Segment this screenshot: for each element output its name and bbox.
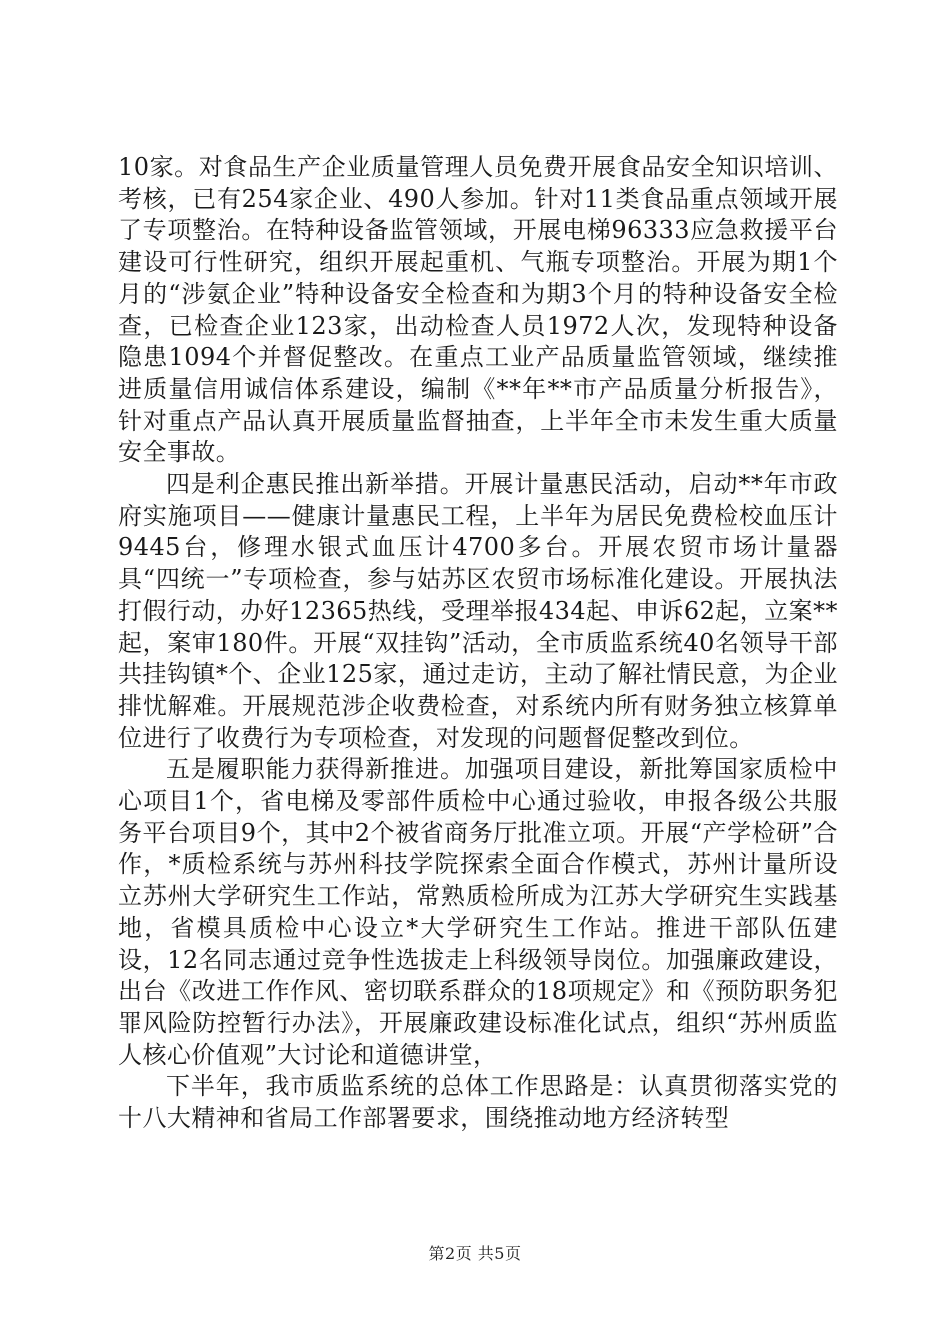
page-number-footer: 第2页 共5页 bbox=[428, 1244, 522, 1263]
paragraph-food-and-equipment-safety: 10家。对食品生产企业质量管理人员免费开展食品安全知识培训、考核，已有254家企业、490人参加。针对11类食品重点领域开展了专项整治。在特种设备监管领域，开展电梯96333应急救援平台建设可行性研究，组织开展起重机、气瓶专项整治。开展为期1个月的“涉氨企业”特种设备安全检查和为期3个月的特种设备安全检查，已检查企业123家，出动检查人员1972人次，发现特种设备隐患1094个并督促整改。在重点工业产品质量监管领域，继续推进质量信用诚信体系建设，编制《**年**市产品质量分析报告》，针对重点产品认真开展质量监督抽查，上半年全市未发生重大质量安全事故。 bbox=[118, 153, 838, 467]
paragraph-benefit-enterprises-and-people: 四是利企惠民推出新举措。开展计量惠民活动，启动**年市政府实施项目——健康计量惠民工程，上半年为居民免费检校血压计9445台，修理水银式血压计4700多台。开展农贸市场计量器具“四统一”专项检查，参与姑苏区农贸市场标准化建设。开展执法打假行动，办好12365热线，受理举报434起、申诉62起，立案**起，案审180件。开展“双挂钩”活动，全市质监系统40名领导干部共挂钩镇*个、企业125家，通过走访，主动了解社情民意，为企业排忧解难。开展规范涉企收费检查，对系统内所有财务独立核算单位进行了收费行为专项检查，对发现的问题督促整改到位。 bbox=[118, 470, 838, 752]
paragraph-second-half-plan: 下半年，我市质监系统的总体工作思路是：认真贯彻落实党的十八大精神和省局工作部署要求，围绕推动地方经济转型 bbox=[118, 1072, 838, 1133]
document-body bbox=[118, 152, 838, 1135]
paragraph-capacity-building: 五是履职能力获得新推进。加强项目建设，新批筹国家质检中心项目1个，省电梯及零部件质检中心通过验收，申报各级公共服务平台项目9个，其中2个被省商务厅批准立项。开展“产学检研”合作，*质检系统与苏州科技学院探索全面合作模式，苏州计量所设立苏州大学研究生工作站，常熟质检所成为江苏大学研究生实践基地，省模具质检中心设立*大学研究生工作站。推进干部队伍建设，12名同志通过竞争性选拔走上科级领导岗位。加强廉政建设，出台《改进工作作风、密切联系群众的18项规定》和《预防职务犯罪风险防控暂行办法》，开展廉政建设标准化试点，组织“苏州质监人核心价值观”大讨论和道德讲堂， bbox=[118, 755, 838, 1069]
